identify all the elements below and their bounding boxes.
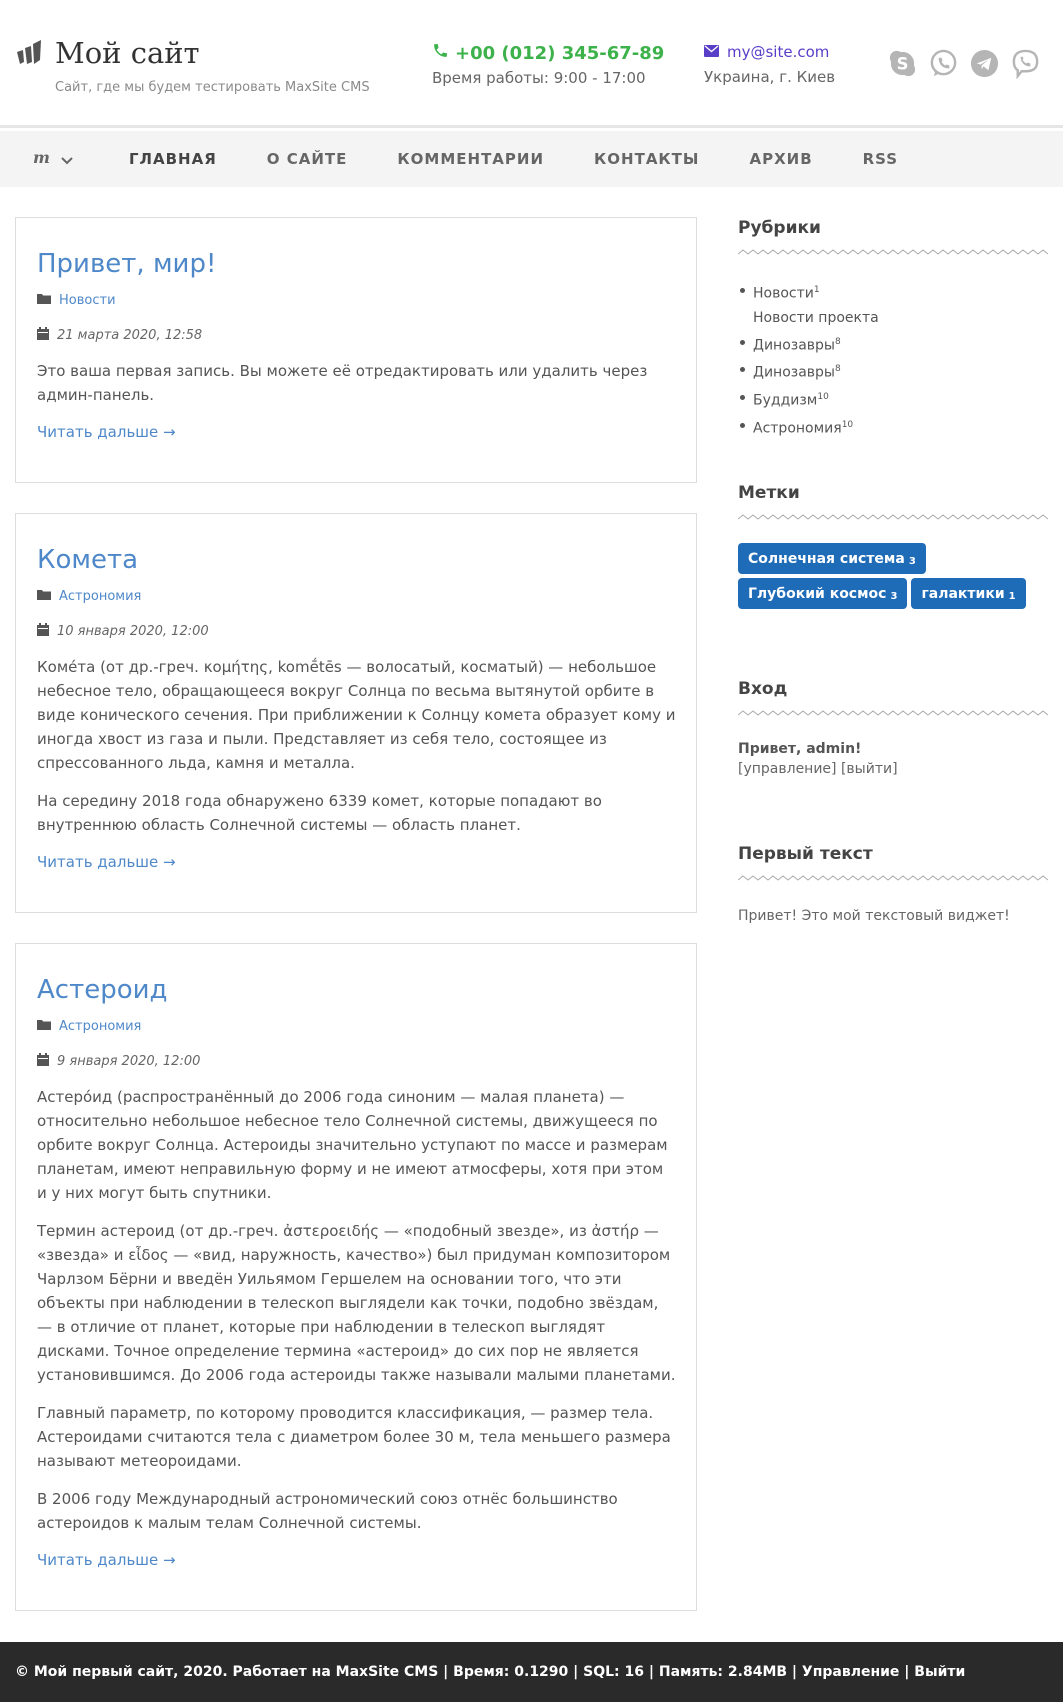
widget-title: Первый текст [738, 844, 873, 864]
logout-link[interactable]: [выйти] [840, 761, 898, 777]
zigzag-divider [738, 513, 1048, 521]
date-text: 10 января 2020, 12:00 [57, 623, 209, 639]
tags-widget [738, 483, 1048, 609]
post-title[interactable]: Астероид [37, 975, 168, 1005]
date-text: 9 января 2020, 12:00 [57, 1053, 201, 1069]
post-paragraph: Главный параметр, по которому проводится классификация, — размер тела. Астероидами считаются тела с диаметром более 30 м, тела меньшего размера называют метеороидами. [37, 1404, 671, 1470]
footer-text: © Мой первый сайт, 2020. Работает на MaxSite CMS | Время: 0.1290 | SQL: 16 | Память: 2.84MB | Управление | Выйти [15, 1664, 966, 1680]
phone-contact[interactable] [432, 42, 664, 64]
manage-link[interactable]: [управление] [738, 761, 837, 777]
main-navigation [0, 131, 1063, 187]
site-tagline: Сайт, где мы будем тестировать MaxSite CMS [55, 80, 370, 95]
login-links [738, 761, 1048, 777]
read-more-link[interactable]: Читать дальше → [37, 423, 176, 441]
post-category [37, 290, 676, 310]
site-footer [0, 1642, 1063, 1702]
text-widget [738, 844, 1048, 924]
work-hours: Время работы: 9:00 - 17:00 [432, 69, 646, 87]
login-greeting: Привет, admin! [738, 741, 862, 757]
envelope-icon [704, 43, 719, 61]
whatsapp-icon[interactable] [928, 48, 959, 79]
calendar-icon [37, 623, 49, 640]
nav-item-home[interactable]: ГЛАВНАЯ [129, 150, 217, 168]
category-item[interactable]: Астрономия$^{10}$ [738, 413, 1048, 441]
folder-icon [37, 589, 51, 604]
chevron-down-icon [61, 150, 73, 169]
post-title[interactable]: Привет, мир! [37, 249, 217, 279]
nav-item-comments[interactable]: КОММЕНТАРИИ [397, 150, 545, 168]
tag-item[interactable]: Глубокий космос $_3$ [738, 578, 907, 609]
zigzag-divider [738, 874, 1048, 882]
widget-title: Рубрики [738, 218, 821, 238]
telegram-icon[interactable] [969, 48, 1000, 79]
read-more-link[interactable]: Читать дальше → [37, 853, 176, 871]
logo-icon[interactable] [15, 38, 45, 68]
nav-item-rss[interactable]: RSS [862, 150, 899, 168]
city-location: Украина, г. Киев [704, 68, 836, 86]
tag-cloud [738, 543, 1048, 609]
email-contact[interactable] [704, 43, 829, 61]
nav-item-contacts[interactable]: КОНТАКТЫ [594, 150, 700, 168]
site-header [0, 0, 1063, 128]
post-category [37, 586, 676, 606]
category-item[interactable]: Новости проекта [753, 309, 879, 326]
post-paragraph: На середину 2018 года обнаружено 6339 комет, которые попадают во внутреннюю область Солнечной системы — область планет. [37, 792, 602, 834]
nav-item-about[interactable]: О САЙТЕ [266, 150, 348, 168]
post-date [37, 621, 676, 641]
maxsite-logo-icon [33, 150, 51, 169]
email-address: my@site.com [727, 43, 830, 61]
calendar-icon [37, 327, 49, 344]
post-card [15, 943, 697, 1611]
skype-icon[interactable] [887, 48, 918, 79]
post-card [15, 217, 697, 483]
post-category [37, 1016, 676, 1036]
zigzag-divider [738, 709, 1048, 717]
social-links [887, 48, 1041, 79]
phone-number: +00 (012) 345-67-89 [455, 42, 665, 64]
post-title[interactable]: Комета [37, 545, 139, 575]
nav-logo-dropdown[interactable] [33, 150, 129, 169]
post-date [37, 1051, 676, 1071]
category-item[interactable]: Новости$^1$ [738, 278, 1048, 306]
post-paragraph: Астеро́ид (распространённый до 2006 года синоним — малая планета) — относительно небольшое небесное тело Солнечной системы, движущееся по орбите вокруг Солнца. Астероиды значительно уступают по массе и размерам планетам, имеют неправильную форму и не имеют атмосферы, хотя при этом и у них могут быть спутники. [37, 1088, 668, 1202]
date-text: 21 марта 2020, 12:58 [57, 327, 203, 343]
post-paragraph: Это ваша первая запись. Вы можете её отредактировать или удалить через админ-панель. [37, 362, 648, 404]
post-card [15, 513, 697, 913]
category-item[interactable]: Динозавры$^8$ [738, 357, 1048, 385]
site-title[interactable]: Мой сайт [55, 36, 200, 70]
calendar-icon [37, 1053, 49, 1070]
category-link[interactable]: Новости [59, 292, 116, 308]
tag-item[interactable]: Солнечная система $_3$ [738, 543, 926, 574]
phone-icon [432, 42, 449, 64]
categories-list [738, 278, 1048, 440]
widget-title: Вход [738, 679, 788, 699]
widget-title: Метки [738, 483, 800, 503]
tag-item[interactable]: галактики $_1$ [911, 578, 1025, 609]
text-widget-content: Привет! Это мой текстовый виджет! [738, 908, 1010, 924]
categories-widget [738, 218, 1048, 440]
folder-icon [37, 1019, 51, 1034]
category-item[interactable]: Динозавры$^8$ [738, 330, 1048, 358]
post-paragraph: В 2006 году Международный астрономический союз отнёс большинство астероидов к малым телам Солнечной системы. [37, 1490, 618, 1532]
login-widget [738, 679, 1048, 777]
post-date [37, 325, 676, 345]
nav-item-archive[interactable]: АРХИВ [749, 150, 813, 168]
viber-icon[interactable] [1010, 48, 1041, 79]
svg-text:m: m [33, 150, 50, 165]
category-link[interactable]: Астрономия [59, 1018, 142, 1034]
read-more-link[interactable]: Читать дальше → [37, 1551, 176, 1569]
category-item[interactable]: Буддизм$^{10}$ [738, 385, 1048, 413]
category-link[interactable]: Астрономия [59, 588, 142, 604]
svg-text:S: S [896, 54, 909, 74]
zigzag-divider [738, 248, 1048, 256]
post-paragraph: Коме́та (от др.-греч. κομήτης, komḗtēs — волосатый, косматый) — небольшое небесное тело, обращающееся вокруг Солнца по весьма вытянутой орбите в виде конического сечения. При приближении к Солнцу комета образует кому и иногда хвост из газа и пыли. Представляет из себя тело, состоящее из спрессованного льда, камня и металла. [37, 658, 676, 772]
post-paragraph: Термин астероид (от др.-греч. ἀστεροειδής — «подобный звезде», из ἀστήρ — «звезда» и εἶδος — «вид, наружность, качество») был придуман композитором Чарлзом Бёрни и введён Уильямом Гершелем на основании того, что эти объекты при наблюдении в телескоп выглядели как точки, подобно звёздам, — в отличие от планет, которые при наблюдении в телескоп выглядят дисками. Точное определение термина «астероид» до сих пор не является установившимся. До 2006 года астероиды также называли малыми планетами. [37, 1222, 676, 1384]
folder-icon [37, 293, 51, 308]
